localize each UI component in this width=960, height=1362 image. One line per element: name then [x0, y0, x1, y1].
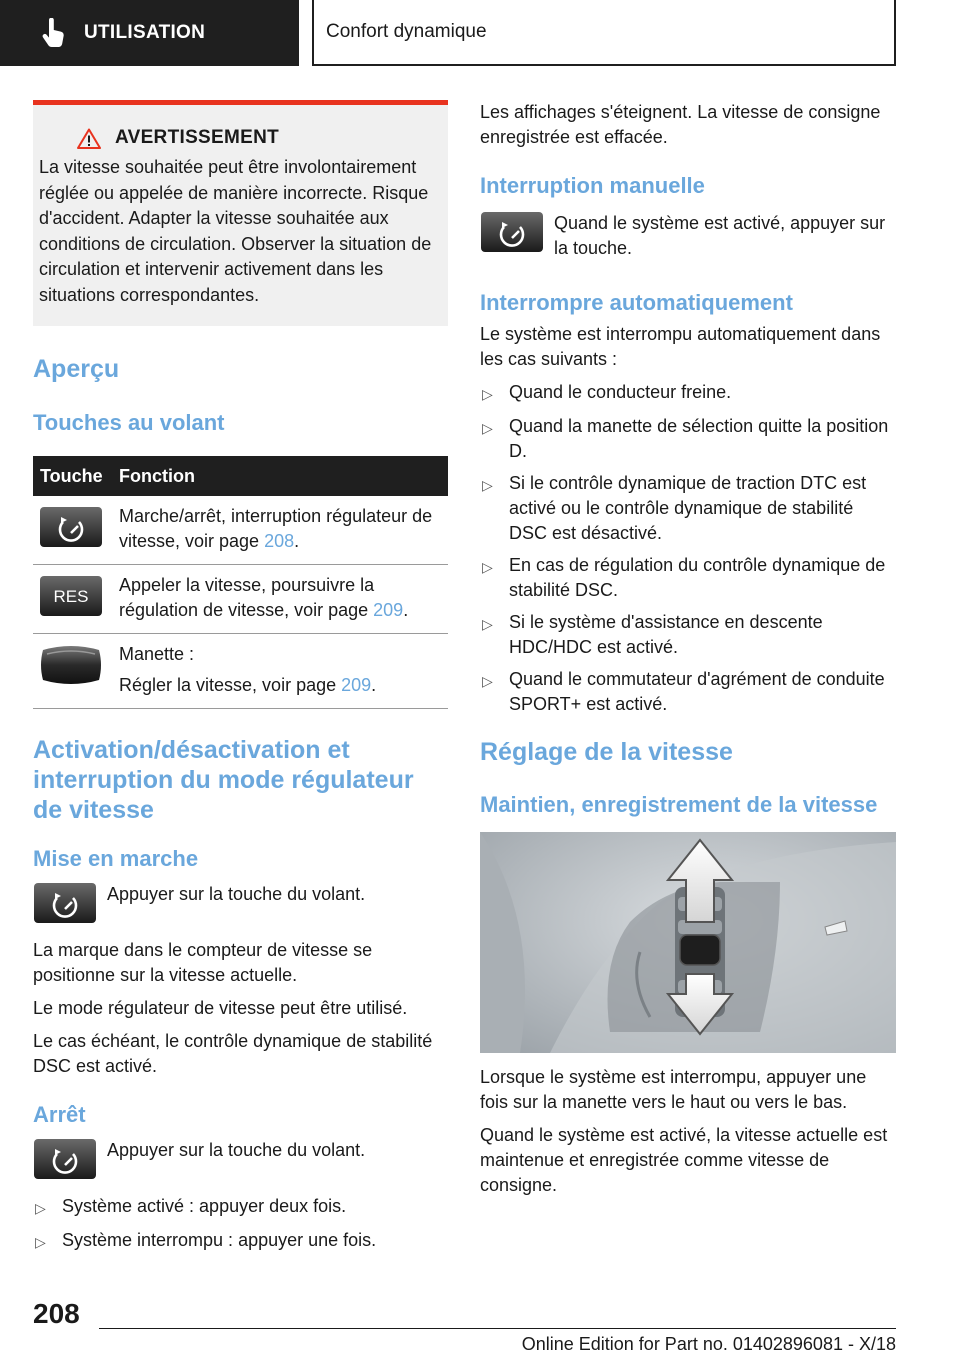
- steering-wheel-illustration: [480, 832, 896, 1053]
- res-button-icon: [39, 575, 103, 617]
- paragraph: Le mode régulateur de vitesse peut être utilisé.: [33, 998, 408, 1018]
- switch-off-instruction: [33, 1138, 448, 1180]
- function-text: Marche/arrêt, interruption régulateur de vitesse, voir page: [119, 506, 433, 551]
- table-header-row: [33, 456, 448, 496]
- list-item: ▷ En cas de régulation du contrôle dynamique de stabilité DSC.: [480, 553, 896, 603]
- page-number: 208: [33, 1298, 80, 1329]
- activation-heading: Activation/désactivation et interruption du mode régulateur de vitesse: [33, 736, 414, 824]
- speed-setting-heading: Réglage de la vitesse: [480, 738, 733, 766]
- paragraph: Le système est interrompu automatiquement dans les cas suivants :: [480, 324, 881, 369]
- table-header-function: Fonction: [119, 456, 448, 496]
- triangle-bullet-icon: ▷: [482, 559, 493, 575]
- cruise-control-button-icon: [33, 882, 97, 924]
- table-row: [33, 634, 448, 709]
- function-text: Appeler la vitesse, poursuivre la régulation de vitesse, voir page: [119, 575, 375, 620]
- left-column: [33, 100, 448, 1262]
- table-header-key: Touche: [33, 456, 119, 496]
- table-cell-key: [33, 565, 119, 634]
- footer-divider: [99, 1328, 896, 1329]
- list-item: ▷ Système interrompu : appuyer une fois.: [33, 1228, 448, 1255]
- overview-heading: Aperçu: [33, 355, 120, 383]
- header-title-box: [312, 0, 896, 66]
- triangle-bullet-icon: ▷: [482, 420, 493, 436]
- steering-wheel-photo: [480, 832, 896, 1053]
- list-item: ▷ Système activé : appuyer deux fois.: [33, 1194, 448, 1221]
- page-link-209[interactable]: 209: [341, 675, 372, 695]
- paragraph: Les affichages s'éteignent. La vitesse de consigne enregistrée est effacée.: [480, 102, 881, 147]
- switch-on-instruction: [33, 882, 448, 924]
- manual-interruption-instruction: [480, 211, 896, 269]
- table-row: [33, 565, 448, 634]
- warning-title: AVERTISSEMENT: [115, 127, 280, 148]
- steering-buttons-heading: Touches au volant: [33, 410, 225, 435]
- switch-off-list: [33, 1194, 448, 1255]
- res-button-label: RES: [53, 587, 89, 606]
- cruise-control-button-icon: [39, 506, 103, 548]
- warning-header: [77, 127, 440, 149]
- triangle-bullet-icon: ▷: [482, 386, 493, 402]
- function-label: Manette :: [119, 644, 195, 664]
- list-item: ▷ Si le système d'assistance en descente HDC/HDC est activé.: [480, 610, 896, 660]
- page-link-209[interactable]: 209: [373, 600, 404, 620]
- table-cell-function: Manette : Régler la vitesse, voir page 209.: [119, 634, 448, 709]
- manual-interruption-heading: Interruption manuelle: [480, 173, 705, 198]
- header-section-tab: [0, 0, 299, 66]
- warning-text: La vitesse souhaitée peut être involontairement réglée ou appelée de manière incorrecte. Risque d'accident. Adapter la vitesse souhaitée aux conditions de circulation. Observer la situation de circulation et intervenir activement dans les situations correspondantes.: [39, 157, 432, 305]
- paragraph: Le cas échéant, le contrôle dynamique de stabilité DSC est activé.: [33, 1031, 433, 1076]
- list-item: ▷ Si le contrôle dynamique de traction DTC est activé ou le contrôle dynamique de stabilité DSC est désactivé.: [480, 471, 896, 546]
- cruise-control-button-icon: [33, 1138, 97, 1180]
- function-text: Régler la vitesse, voir page: [119, 675, 342, 695]
- buttons-table: [33, 456, 448, 709]
- manual-interruption-text: Quand le système est activé, appuyer sur la touche.: [554, 213, 886, 258]
- table-row: [33, 496, 448, 565]
- page-link-208[interactable]: 208: [264, 531, 295, 551]
- header-section-label: UTILISATION: [84, 22, 206, 43]
- table-cell-key: [33, 634, 119, 709]
- rocker-switch-icon: [39, 644, 103, 686]
- right-column: [480, 100, 896, 1206]
- triangle-bullet-icon: ▷: [35, 1234, 46, 1250]
- table-cell-function: Appeler la vitesse, poursuivre la régulation de vitesse, voir page 209.: [119, 565, 448, 634]
- switch-on-text: Appuyer sur la touche du volant.: [107, 884, 366, 904]
- warning-box: [33, 100, 448, 326]
- paragraph: Quand le système est activé, la vitesse actuelle est maintenue et enregistrée comme vitesse de consigne.: [480, 1125, 888, 1195]
- paragraph: Lorsque le système est interrompu, appuyer une fois sur la manette vers le haut ou vers le bas.: [480, 1067, 867, 1112]
- paragraph: La marque dans le compteur de vitesse se positionne sur la vitesse actuelle.: [33, 940, 373, 985]
- table-cell-function: Marche/arrêt, interruption régulateur de vitesse, voir page 208.: [119, 496, 448, 565]
- list-item: ▷ Quand le commutateur d'agrément de conduite SPORT+ est activé.: [480, 667, 896, 717]
- table-cell-key: [33, 496, 119, 565]
- warning-triangle-icon: [77, 128, 101, 149]
- list-item: ▷ Quand le conducteur freine.: [480, 380, 896, 407]
- triangle-bullet-icon: ▷: [482, 673, 493, 689]
- auto-interruption-list: [480, 380, 896, 717]
- switch-off-heading: Arrêt: [33, 1102, 86, 1127]
- cruise-control-button-icon: [480, 211, 544, 253]
- auto-interruption-heading: Interrompre automatiquement: [480, 290, 793, 315]
- hand-pointer-icon: [34, 14, 72, 52]
- header-title: Confort dynamique: [326, 21, 487, 42]
- triangle-bullet-icon: ▷: [482, 477, 493, 493]
- speed-hold-heading: Maintien, enregistrement de la vitesse: [480, 792, 878, 817]
- switch-on-heading: Mise en marche: [33, 846, 199, 871]
- triangle-bullet-icon: ▷: [35, 1200, 46, 1216]
- switch-off-text: Appuyer sur la touche du volant.: [107, 1140, 366, 1160]
- footer-edition: Online Edition for Part no. 01402896081 - X/18: [521, 1334, 896, 1354]
- list-item: ▷ Quand la manette de sélection quitte la position D.: [480, 414, 896, 464]
- triangle-bullet-icon: ▷: [482, 616, 493, 632]
